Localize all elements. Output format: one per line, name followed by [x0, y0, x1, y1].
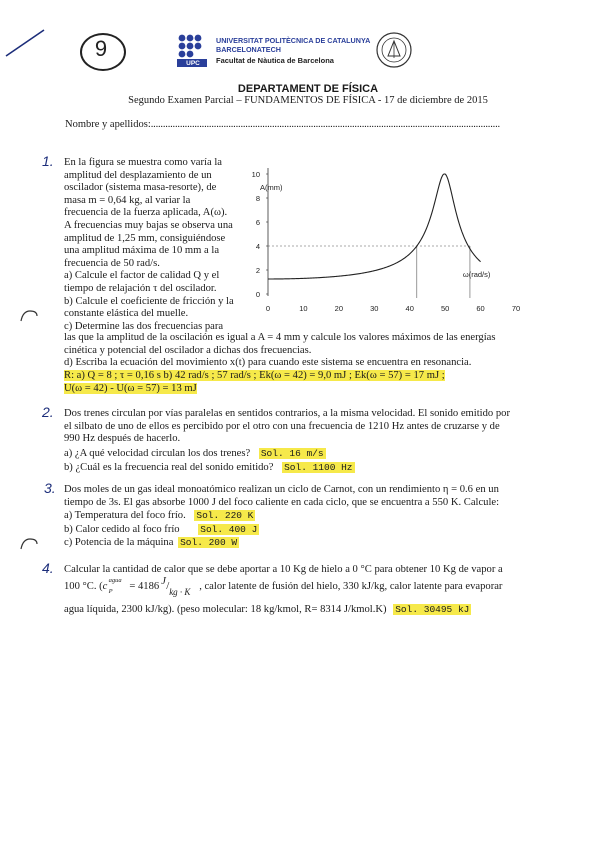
q4-number: 4. [42, 560, 54, 576]
x-tick-label: 0 [265, 304, 271, 313]
q3-a-solution: Sol. 220 K [196, 510, 254, 522]
x-tick-label: 10 [299, 304, 308, 313]
q4-line2-pre: 100 °C. ( [64, 580, 103, 592]
name-field-dots[interactable]: ................................................................................................................................................ [150, 119, 500, 130]
x-tick-label: 30 [370, 304, 379, 313]
logo-text: UPC [186, 60, 200, 67]
q1-number: 1. [42, 153, 54, 169]
q1-line: oscilador (sistema masa-resorte), de [64, 182, 217, 194]
x-tick-label: 50 [440, 304, 450, 313]
q3-number: 3. [44, 480, 56, 496]
q1-line: A frecuencias muy bajas se observa una [64, 219, 233, 231]
y-axis-label: A(mm) [260, 183, 283, 192]
q4-statement [64, 564, 584, 616]
q1-part-c-cont [64, 332, 574, 370]
q4-solution: Sol. 30495 kJ [395, 603, 470, 615]
cp-unit-den: kg · K [169, 586, 191, 597]
exam-title: Segundo Examen Parcial – FUNDAMENTOS DE FÍSICA - 17 de diciembre de 2015 [128, 95, 488, 106]
q2-statement [64, 408, 578, 475]
department-title: DEPARTAMENT DE FÍSICA [237, 83, 379, 95]
q4-line2-post: , calor latente de fusión del hielo, 330 kJ/kg, calor latente para evaporar [199, 580, 503, 592]
x-tick-label: 40 [405, 304, 414, 313]
q2-part-a [64, 448, 578, 461]
cp-subscript: P [108, 587, 113, 595]
university-name: UNIVERSITAT POLITÈCNICA DE CATALUNYA [216, 36, 371, 45]
q3-b-solution: Sol. 400 J [200, 523, 258, 535]
y-tick-label: 8 [255, 194, 260, 203]
faculty-name: Facultat de Nàutica de Barcelona [216, 56, 334, 65]
x-tick-label: 70 [511, 304, 521, 313]
q2-line: Dos trenes circulan por vías paralelas en sentidos contrarios, a la misma velocidad. El sonido emitido por [64, 408, 510, 419]
q3-line: tiempo de 3s. El gas absorbe 1000 J del foco caliente en cada ciclo, que se encuentra a 550 K. Calcule: [64, 496, 500, 508]
y-tick-label: 4 [255, 242, 260, 251]
q1-line: una amplitud máxima de 10 mm a la [64, 245, 220, 257]
y-tick-label: 2 [255, 266, 260, 275]
margin-mark-icon [18, 308, 40, 324]
q1-part-a-cont: tiempo de relajación τ del oscilador. [64, 282, 217, 294]
q1-line: amplitud de 1,25 mm, consiguiéndose [64, 232, 226, 244]
y-tick-label: 6 [255, 218, 260, 227]
cp-letter: c [102, 580, 108, 592]
q1-answer-line: U(ω = 42) - U(ω = 57) = 13 mJ [64, 382, 197, 394]
q1-answer [64, 370, 554, 395]
pen-stroke-mark [0, 20, 60, 60]
x-tick-label: 60 [476, 304, 485, 313]
q2-a-solution: Sol. 16 m/s [260, 447, 324, 459]
name-label-text: Nombre y apellidos: [65, 119, 151, 130]
q3-c-solution: Sol. 200 W [180, 537, 238, 549]
q3-part-b [64, 524, 578, 537]
faculty-seal-icon [374, 30, 414, 70]
x-tick-label: 20 [334, 304, 344, 313]
cp-symbol [102, 576, 122, 595]
q4-line: Calcular la cantidad de calor que se debe aportar a 10 Kg de hielo a 0 °C para obtener 10 Kg de vapor a [64, 564, 503, 575]
cp-unit: J / kg · K [161, 575, 191, 597]
q1-statement [64, 157, 260, 333]
page-number: 9 [94, 36, 108, 61]
resonance-chart [246, 160, 524, 318]
q2-line: 990 Hz después de hacerlo. [64, 433, 181, 445]
q1-part-d: d) Escriba la ecuación del movimiento x(t) para cuando este sistema se encuentra en resonancia. [64, 357, 472, 369]
name-label [65, 119, 500, 132]
q3-a-text: a) Temperatura del foco frío. [64, 510, 186, 522]
cp-superscript: agua [108, 576, 122, 584]
q3-part-c [64, 537, 578, 550]
margin-mark-icon [18, 536, 40, 552]
q3-line: Dos moles de un gas ideal monoatómico realizan un ciclo de Carnot, con un rendimiento η = 0.6 en un [64, 484, 499, 495]
q4-line3: agua líquida, 2300 kJ/kg). (peso molecular: 18 kg/kmol, R= 8314 J/kmol.K) [64, 603, 387, 615]
q1-line: En la figura se muestra como varía la [64, 157, 222, 168]
q4-line-formula [64, 575, 584, 601]
q2-part-b [64, 462, 578, 475]
q1-line: masa m = 0,64 kg, al variar la [64, 194, 191, 206]
q1-part-a: a) Calcule el factor de calidad Q y el [64, 270, 220, 282]
q2-a-text: a) ¿A qué velocidad circulan los dos trenes? [64, 447, 251, 459]
q1-answer-line: R: a) Q = 8 ; τ = 0,16 s b) 42 rad/s ; 57 rad/s ; Ek(ω = 42) = 9,0 mJ ; Ek(ω = 57) = 17 mJ ; [64, 370, 445, 381]
q2-number: 2. [42, 404, 54, 420]
cp-unit-num: J [161, 575, 166, 587]
q3-c-text: c) Potencia de la máquina [64, 537, 174, 549]
q3-statement [64, 484, 578, 550]
x-axis-label: ω(rad/s) [462, 270, 491, 280]
q4-line-final [64, 604, 584, 617]
q1-c-line: las que la amplitud de la oscilación es igual a A = 4 mm y calcule los valores máximos de las energías [64, 332, 496, 343]
q3-part-a [64, 510, 578, 523]
university-subtitle: BARCELONATECH [216, 45, 281, 54]
cp-value: = 4186 [129, 580, 160, 592]
q1-line: frecuencia de 50 rad/s. [64, 257, 160, 269]
q2-b-text: b) ¿Cuál es la frecuencia real del sonido emitido? [64, 462, 274, 474]
q1-part-b-cont: constante elástica del muelle. [64, 308, 189, 320]
q1-c-line: cinética y potencial del oscilador a dichas dos frecuencias. [64, 344, 312, 356]
q1-part-c: c) Determine las dos frecuencias para [64, 320, 224, 332]
q1-line: frecuencia de la fuerza aplicada, A(ω). [64, 207, 228, 219]
y-tick-label: 0 [255, 290, 260, 299]
q1-part-b: b) Calcule el coeficiente de fricción y la [64, 295, 234, 307]
y-tick-label: 10 [251, 170, 260, 179]
q2-line: el silbato de uno de ellos es percibido por el otro con una frecuencia de 1210 Hz antes de cruzarse y de [64, 420, 500, 432]
q2-b-solution: Sol. 1100 Hz [284, 462, 353, 474]
resonance-curve [268, 174, 481, 279]
q3-b-text: b) Calor cedido al foco frío [64, 523, 180, 535]
q1-line: amplitud del desplazamiento de un [64, 169, 212, 181]
